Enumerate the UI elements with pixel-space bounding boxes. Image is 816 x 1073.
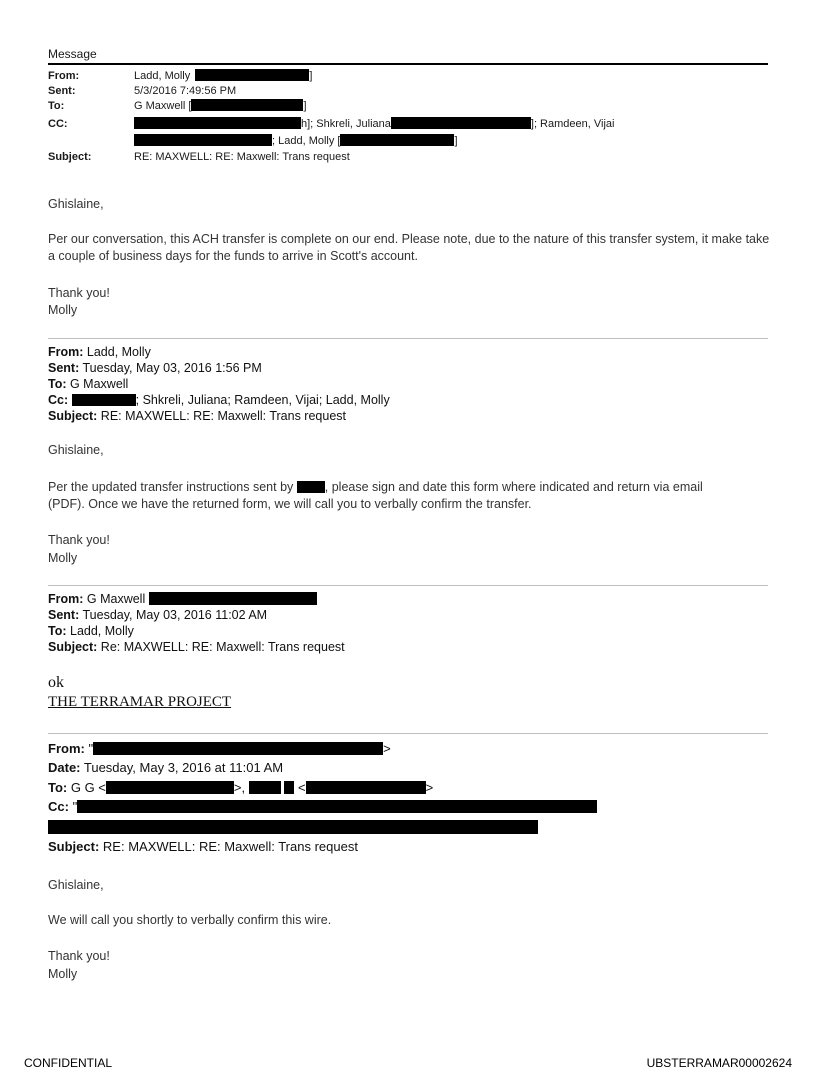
redaction [48, 820, 538, 834]
from-value: Ladd, Molly [134, 70, 191, 82]
subject-label: Subject: [48, 151, 92, 163]
email2-from-value: Ladd, Molly [83, 345, 151, 359]
to-value: G Maxwell [ [134, 100, 192, 112]
email2-sent-row [48, 360, 262, 376]
subject-value: RE: MAXWELL: RE: Maxwell: Trans request [134, 151, 350, 163]
email4-to-row: To: G G < >, < > [48, 780, 434, 795]
email3-to-value: Ladd, Molly [66, 624, 134, 638]
email2-sent-value: Tuesday, May 03, 2016 1:56 PM [79, 361, 262, 375]
footer-confidential: CONFIDENTIAL [24, 1056, 113, 1070]
email4-date-row [48, 759, 283, 777]
email2-signoff: Molly [48, 551, 78, 565]
redaction [191, 99, 303, 111]
email1-body: Per our conversation, this ACH transfer is complete on our end. Please note, due to the nature of this transfer system, it make take a couple of business days for the funds to arrive in Scott's account. [48, 232, 770, 263]
redaction [249, 781, 281, 794]
header-rule [48, 63, 768, 65]
email2-to-row [48, 376, 128, 392]
email4-date-value: Tuesday, May 3, 2016 at 11:01 AM [80, 760, 284, 775]
from-label: From: [48, 70, 80, 82]
email2-greeting: Ghislaine, [48, 443, 104, 457]
email2-thanks: Thank you! [48, 533, 110, 547]
email3-to-row [48, 623, 134, 639]
email4-from-row: From: " > [48, 741, 391, 756]
cc-line1-b: ]; Ramdeen, Vijai [530, 118, 615, 130]
email1-greeting: Ghislaine, [48, 197, 104, 211]
email3-sent-value: Tuesday, May 03, 2016 11:02 AM [79, 608, 268, 622]
email4-subject-row [48, 838, 358, 856]
email4-from-label: From: [48, 741, 85, 756]
email2-cc-row [48, 392, 390, 408]
sent-value: 5/3/2016 7:49:56 PM [134, 85, 237, 97]
header-from-row [48, 69, 312, 83]
email3-sent-row [48, 607, 267, 623]
email4-to-label: To: [48, 780, 68, 795]
redaction [134, 117, 301, 129]
redaction [106, 781, 234, 794]
email4-thanks: Thank you! [48, 949, 110, 963]
email2-to-label: To: [48, 377, 67, 391]
email2-subject-row [48, 408, 346, 424]
redaction [77, 800, 597, 813]
redaction [149, 592, 317, 605]
email4-body: We will call you shortly to verbally confirm this wire. [48, 913, 332, 927]
email2-cc-label: Cc: [48, 393, 69, 407]
redaction [72, 394, 136, 406]
cc-label: CC: [48, 118, 68, 130]
email3-sent-label: Sent: [48, 608, 80, 622]
redaction [297, 481, 325, 493]
email2-body: Per the updated transfer instructions sent by , please sign and date this form where indicated and return via email (PDF). Once we have the returned form, we will call you to verbally confirm the transfer. [48, 480, 703, 511]
email2-subject-value: RE: MAXWELL: RE: Maxwell: Trans request [97, 409, 347, 423]
email2-from-row [48, 344, 151, 360]
separator [48, 338, 768, 339]
from-tail: ] [309, 70, 313, 82]
separator [48, 733, 768, 734]
footer-bates-number: UBSTERRAMAR00002624 [646, 1056, 792, 1070]
email4-cc-row: Cc: " [48, 798, 597, 816]
email2-subject-label: Subject: [48, 409, 98, 423]
to-tail: ] [303, 100, 307, 112]
redaction [284, 781, 294, 794]
redaction [134, 134, 272, 146]
cc-line2-a: ; Ladd, Molly [ [272, 135, 341, 147]
email3-subject-value: Re: MAXWELL: RE: Maxwell: Trans request [97, 640, 345, 654]
email3-subject-label: Subject: [48, 640, 98, 654]
header-sent-row [48, 84, 236, 98]
redaction [340, 134, 454, 146]
redaction [306, 781, 426, 794]
email3-from-value: G Maxwell [83, 592, 146, 606]
redaction [93, 742, 383, 755]
redaction [195, 69, 309, 81]
email4-subject-label: Subject: [48, 839, 100, 854]
email2-cc-value: ; Shkreli, Juliana; Ramdeen, Vijai; Ladd, Molly [135, 393, 390, 407]
header-subject-row [48, 150, 350, 164]
email4-signoff: Molly [48, 967, 78, 981]
email3-reply: ok [48, 674, 64, 691]
to-label: To: [48, 100, 65, 112]
email4-subject-value: RE: MAXWELL: RE: Maxwell: Trans request [99, 839, 358, 854]
email1-signoff: Molly [48, 303, 78, 317]
cc-line1-a: h]; Shkreli, Juliana [301, 118, 391, 130]
header-cc-row-2 [48, 134, 458, 148]
email4-cc-label: Cc: [48, 799, 69, 814]
email3-from-row [48, 591, 317, 607]
email3-org: THE TERRAMAR PROJECT [48, 694, 232, 710]
email3-to-label: To: [48, 624, 67, 638]
separator [48, 585, 768, 586]
email2-to-value: G Maxwell [66, 377, 129, 391]
message-label: Message [48, 47, 97, 61]
email2-sent-label: Sent: [48, 361, 80, 375]
email4-greeting: Ghislaine, [48, 878, 104, 892]
sent-label: Sent: [48, 85, 76, 97]
cc-line2-b: ] [454, 135, 458, 147]
header-to-row [48, 99, 307, 113]
header-cc-row [48, 117, 614, 131]
email2-from-label: From: [48, 345, 84, 359]
email1-thanks: Thank you! [48, 286, 110, 300]
email3-subject-row [48, 639, 345, 655]
email4-date-label: Date: [48, 760, 81, 775]
email3-from-label: From: [48, 592, 84, 606]
redaction [391, 117, 531, 129]
